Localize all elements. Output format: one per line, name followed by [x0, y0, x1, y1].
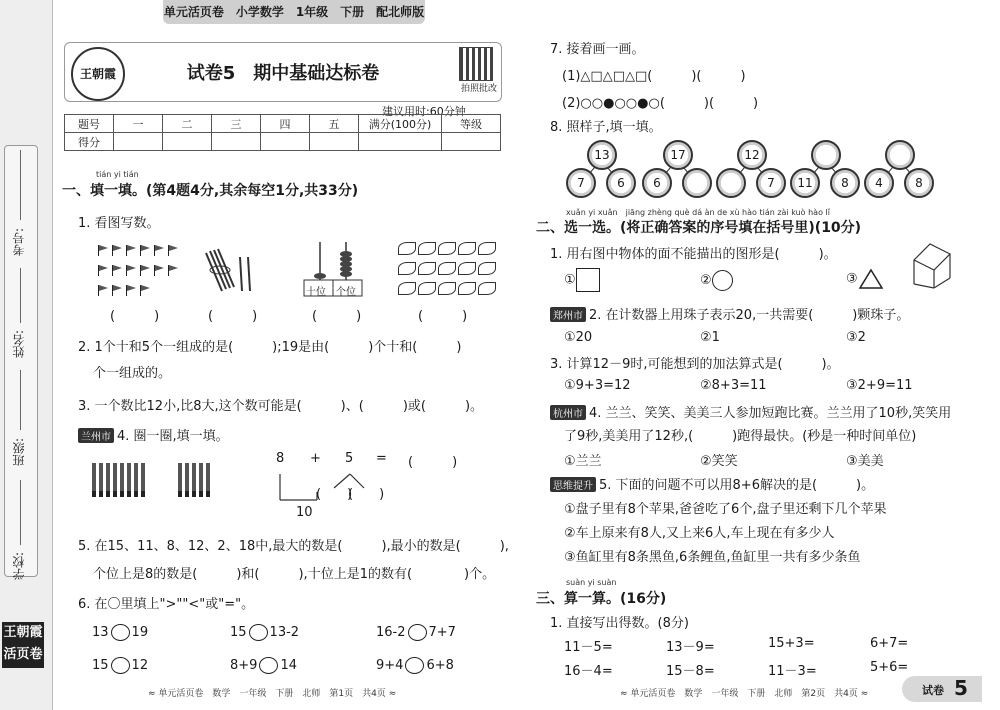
choice-option[interactable]: ①盘子里有8个苹果,爸爸吃了6个,盘子里还剩下几个苹果: [564, 502, 887, 517]
question-text: 个一组成的。: [93, 366, 172, 381]
flag-icon: [154, 265, 165, 276]
calc-item[interactable]: 11－5=: [564, 640, 613, 655]
table-row: [65, 115, 501, 133]
flower-left: 7: [566, 168, 596, 198]
compare-circle[interactable]: [405, 657, 424, 674]
compare-left: 16-2: [376, 625, 406, 640]
pencil-icon: [113, 463, 117, 497]
table-cell: 等级: [442, 115, 501, 133]
flower-group: [790, 140, 860, 200]
table-cell: [212, 133, 261, 151]
exam-number-line: [20, 150, 21, 220]
flag-icon: [112, 285, 123, 296]
calc-item[interactable]: 11－3=: [768, 664, 817, 679]
question-text: [550, 304, 909, 323]
flower-top[interactable]: [885, 140, 915, 170]
compare-circle[interactable]: [408, 624, 427, 641]
choice-option[interactable]: ①9+3=12: [564, 378, 631, 393]
choice-option[interactable]: ①20: [564, 330, 593, 345]
leaf-icon: [418, 242, 436, 255]
pencil-icon: [185, 463, 189, 497]
flower-group: [566, 140, 636, 200]
choice-option[interactable]: ②1: [700, 330, 720, 345]
compare-circle[interactable]: [259, 657, 278, 674]
equation-term: 8: [276, 451, 285, 466]
page-label: 试卷: [922, 684, 944, 697]
pattern-line: (1)△□△□△□( )( ): [562, 69, 746, 84]
leaf-icon: [418, 282, 436, 295]
sticks-bundle-picture: [200, 245, 260, 295]
compare-right: 12: [131, 658, 149, 673]
answer-blank[interactable]: ( ): [110, 309, 160, 324]
compare-circle[interactable]: [111, 624, 130, 641]
choice-option[interactable]: ③鱼缸里有8条黑鱼,6条鲤鱼,鱼缸里一共有多少条鱼: [564, 550, 861, 565]
pencil-icon: [99, 463, 103, 497]
top-band: 单元活页卷 小学数学 1年级 下册 配北师版: [163, 0, 425, 24]
school-line: [20, 480, 21, 545]
section-pinyin: xuǎn yi xuǎn jiāng zhèng què dá àn de xù hào tián zài kuò hào lǐ: [566, 208, 830, 217]
footer-left: ≈ 单元活页卷 数学 一年级 下册 北师 第1页 共4页 ≈: [148, 689, 397, 699]
compare-item: [376, 624, 456, 641]
flag-icon: [98, 245, 109, 256]
question-text: [78, 425, 229, 444]
table-cell: [114, 133, 163, 151]
compare-item: [376, 657, 454, 674]
flags-picture: [98, 245, 178, 295]
suggested-time: 建议用时:60分钟: [382, 105, 466, 118]
flag-icon: [98, 285, 109, 296]
ones-place-label: 个位: [336, 287, 356, 298]
equation-term: 5: [345, 451, 354, 466]
compare-right: 19: [131, 625, 149, 640]
leaf-icon: [478, 282, 496, 295]
table-cell: 得分: [65, 133, 114, 151]
pencil-icon: [178, 463, 182, 497]
compare-item: [230, 624, 299, 641]
choice-option[interactable]: ②8+3=11: [700, 378, 767, 393]
tens-place-label: 十位: [306, 287, 326, 298]
qr-label: 拍照批改: [460, 84, 497, 94]
question-text: [550, 474, 874, 493]
pencil-icon: [192, 463, 196, 497]
question-label: 4. 兰兰、笑笑、美美三人参加短跑比赛。兰兰用了10秒,笑笑用: [589, 406, 952, 421]
answer-blank[interactable]: ( ): [316, 487, 353, 502]
table-cell: [261, 133, 310, 151]
question-text: 3. 一个数比12小,比8大,这个数可能是( )、( )或( )。: [78, 399, 484, 414]
triangle-shape: [858, 268, 884, 290]
compare-right: 7+7: [428, 625, 456, 640]
flower-right[interactable]: [682, 168, 712, 198]
equation-term: +: [310, 451, 321, 466]
compare-item: [92, 657, 148, 674]
flower-right: 8: [830, 168, 860, 198]
page-title: 试卷5 期中基础达标卷: [186, 63, 380, 84]
section-title: 三、算一算。(16分): [536, 591, 667, 607]
flag-icon: [140, 245, 151, 256]
publisher-logo: 王朝霞: [71, 47, 125, 101]
section-pinyin: tián yi tián: [96, 170, 139, 179]
question-label: 4. 圈一圈,填一填。: [117, 429, 229, 444]
table-cell: 五: [310, 115, 359, 133]
flower-right: 8: [904, 168, 934, 198]
choice-option[interactable]: [700, 270, 733, 291]
leaf-icon: [458, 262, 476, 275]
choice-option[interactable]: ③美美: [846, 454, 884, 469]
calc-item[interactable]: 15+3=: [768, 636, 815, 651]
pencil-icon: [199, 463, 203, 497]
flag-icon: [126, 245, 137, 256]
question-text: 1. 用右图中物体的面不能描出的图形是( )。: [550, 247, 837, 262]
table-cell: [359, 133, 442, 151]
section-title: 二、选一选。(将正确答案的序号填在括号里)(10分): [536, 220, 862, 236]
calc-item[interactable]: 13－9=: [666, 640, 715, 655]
section-pinyin: suàn yi suàn: [566, 578, 617, 587]
pencil-icon: [134, 463, 138, 497]
flag-icon: [154, 245, 165, 256]
compare-item: [92, 624, 148, 641]
leaf-icon: [398, 262, 416, 275]
flower-left: 11: [790, 168, 820, 198]
question-text: 了9秒,美美用了12秒,( )跑得最快。(秒是一种时间单位): [564, 429, 917, 444]
exam-number-label: 考号:: [12, 228, 26, 257]
qr-code-icon[interactable]: [459, 47, 493, 81]
page-number: 5: [954, 676, 968, 700]
pattern-line: (2)○○●○○●○( )( ): [562, 96, 759, 111]
pencil-icon: [206, 463, 210, 497]
flower-group: [642, 140, 712, 200]
choice-option[interactable]: ②车上原来有8人,又上来6人,车上现在有多少人: [564, 526, 835, 541]
binding-spine: [0, 0, 53, 710]
compare-right: 14: [280, 658, 297, 673]
page-badge: [902, 676, 982, 702]
answer-blank[interactable]: ( ): [418, 309, 468, 324]
region-tag: 郑州市: [550, 307, 586, 322]
choice-option[interactable]: ③2: [846, 330, 866, 345]
name-label: 姓名:: [12, 330, 26, 359]
region-tag: 杭州市: [550, 405, 586, 420]
flower-top: 12: [737, 140, 767, 170]
leaf-icon: [478, 262, 496, 275]
flag-icon: [168, 245, 179, 256]
compare-left: 15: [230, 625, 247, 640]
class-line: [20, 370, 21, 430]
class-label: 班级:: [12, 438, 26, 467]
square-shape: [576, 268, 600, 292]
student-info-bar: [4, 145, 38, 577]
compare-item: [230, 657, 297, 674]
calc-item[interactable]: 5+6=: [870, 660, 909, 675]
difficulty-tag: 思维提升: [550, 477, 596, 492]
option-label: ③: [846, 271, 858, 287]
option-label: ②: [700, 273, 712, 288]
calc-item[interactable]: 6+7=: [870, 636, 909, 651]
table-cell: 满分(100分): [359, 115, 442, 133]
flower-right: 7: [756, 168, 786, 198]
table-cell: 三: [212, 115, 261, 133]
flower-left[interactable]: [716, 168, 746, 198]
region-tag: 兰州市: [78, 428, 114, 443]
compare-left: 9+4: [376, 658, 404, 673]
question-text: 3. 计算12－9时,可能想到的加法算式是( )。: [550, 357, 840, 372]
flower-left: 4: [864, 168, 894, 198]
answer-blank[interactable]: ( ): [408, 455, 458, 470]
compare-right: 13-2: [269, 625, 300, 640]
question-text: 7. 接着画一画。: [550, 42, 645, 57]
pencil-icon: [120, 463, 124, 497]
choice-option[interactable]: ②笑笑: [700, 454, 738, 469]
choice-option[interactable]: ①兰兰: [564, 454, 602, 469]
leaf-icon: [438, 262, 456, 275]
flag-icon: [112, 245, 123, 256]
pencil-icon: [141, 463, 145, 497]
leaf-icon: [398, 282, 416, 295]
flag-icon: [112, 265, 123, 276]
answer-blank[interactable]: ( ): [312, 309, 362, 324]
calc-item[interactable]: 16－4=: [564, 664, 613, 679]
compare-circle[interactable]: [249, 624, 268, 641]
compare-left: 8+9: [230, 658, 258, 673]
question-text: 6. 在〇里填上">""<"或"="。: [78, 597, 255, 612]
table-cell: [163, 133, 212, 151]
question-label: 5. 下面的问题不可以用8+6解决的是( )。: [599, 478, 875, 493]
question-text: 个位上是8的数是( )和( ),十位上是1的数有( )个。: [93, 567, 496, 582]
flag-icon: [126, 265, 137, 276]
prism-picture: [910, 240, 954, 290]
flower-right: 6: [606, 168, 636, 198]
section-title: 一、填一填。(第4题4分,其余每空1分,共33分): [62, 183, 359, 199]
leaf-icon: [458, 282, 476, 295]
leaf-icon: [418, 262, 436, 275]
pencil-icon: [92, 463, 96, 497]
pencil-icon: [127, 463, 131, 497]
calc-item[interactable]: 15－8=: [666, 664, 715, 679]
flag-icon: [168, 265, 179, 276]
pencil-icon: [106, 463, 110, 497]
option-label: ①: [564, 272, 576, 288]
question-text: [550, 402, 951, 421]
choice-option[interactable]: [846, 268, 884, 290]
flag-icon: [98, 265, 109, 276]
table-row: [65, 133, 501, 151]
compare-left: 13: [92, 625, 109, 640]
ten-label: 10: [296, 505, 313, 520]
flag-icon: [140, 285, 151, 296]
equation-term: =: [376, 451, 387, 466]
answer-blank[interactable]: ( ): [348, 487, 385, 502]
table-cell: 题号: [65, 115, 114, 133]
table-cell: 二: [163, 115, 212, 133]
footer-right: ≈ 单元活页卷 数学 一年级 下册 北师 第2页 共4页 ≈: [620, 689, 869, 699]
table-cell: [310, 133, 359, 151]
leaf-icon: [478, 242, 496, 255]
question-text: 8. 照样子,填一填。: [550, 120, 662, 135]
leaves-picture: [398, 240, 498, 300]
compare-left: 15: [92, 658, 109, 673]
question-label: 2. 在计数器上用珠子表示20,一共需要( )颗珠子。: [589, 308, 910, 323]
question-text: 1. 看图写数。: [78, 216, 160, 231]
question-text: 1. 直接写出得数。(8分): [550, 616, 689, 631]
table-cell: 四: [261, 115, 310, 133]
table-cell: [442, 133, 501, 151]
leaf-icon: [438, 242, 456, 255]
question-text: 5. 在15、11、8、12、2、18中,最大的数是( ),最小的数是( ),: [78, 539, 509, 554]
flower-left: 6: [642, 168, 672, 198]
exam-header: [64, 42, 502, 102]
compare-right: 6+8: [426, 658, 454, 673]
answer-blank[interactable]: ( ): [208, 309, 258, 324]
leaf-icon: [398, 242, 416, 255]
flower-top[interactable]: [811, 140, 841, 170]
leaf-icon: [438, 282, 456, 295]
score-table: [64, 114, 501, 151]
question-text: 2. 1个十和5个一组成的是( );19是由( )个十和( ): [78, 340, 462, 355]
table-cell: 一: [114, 115, 163, 133]
school-label: 学校:: [12, 552, 26, 581]
flag-icon: [126, 285, 137, 296]
flower-top: 17: [663, 140, 693, 170]
choice-option[interactable]: [564, 268, 600, 292]
flag-icon: [140, 265, 151, 276]
name-line: [20, 268, 21, 323]
flower-group: [864, 140, 934, 200]
circle-shape: [712, 270, 733, 291]
choice-option[interactable]: ③2+9=11: [846, 378, 913, 393]
compare-circle[interactable]: [111, 657, 130, 674]
leaf-icon: [458, 242, 476, 255]
brand-logo: 王朝霞 活页卷: [2, 622, 44, 668]
flower-group: [716, 140, 786, 200]
flower-top: 13: [587, 140, 617, 170]
